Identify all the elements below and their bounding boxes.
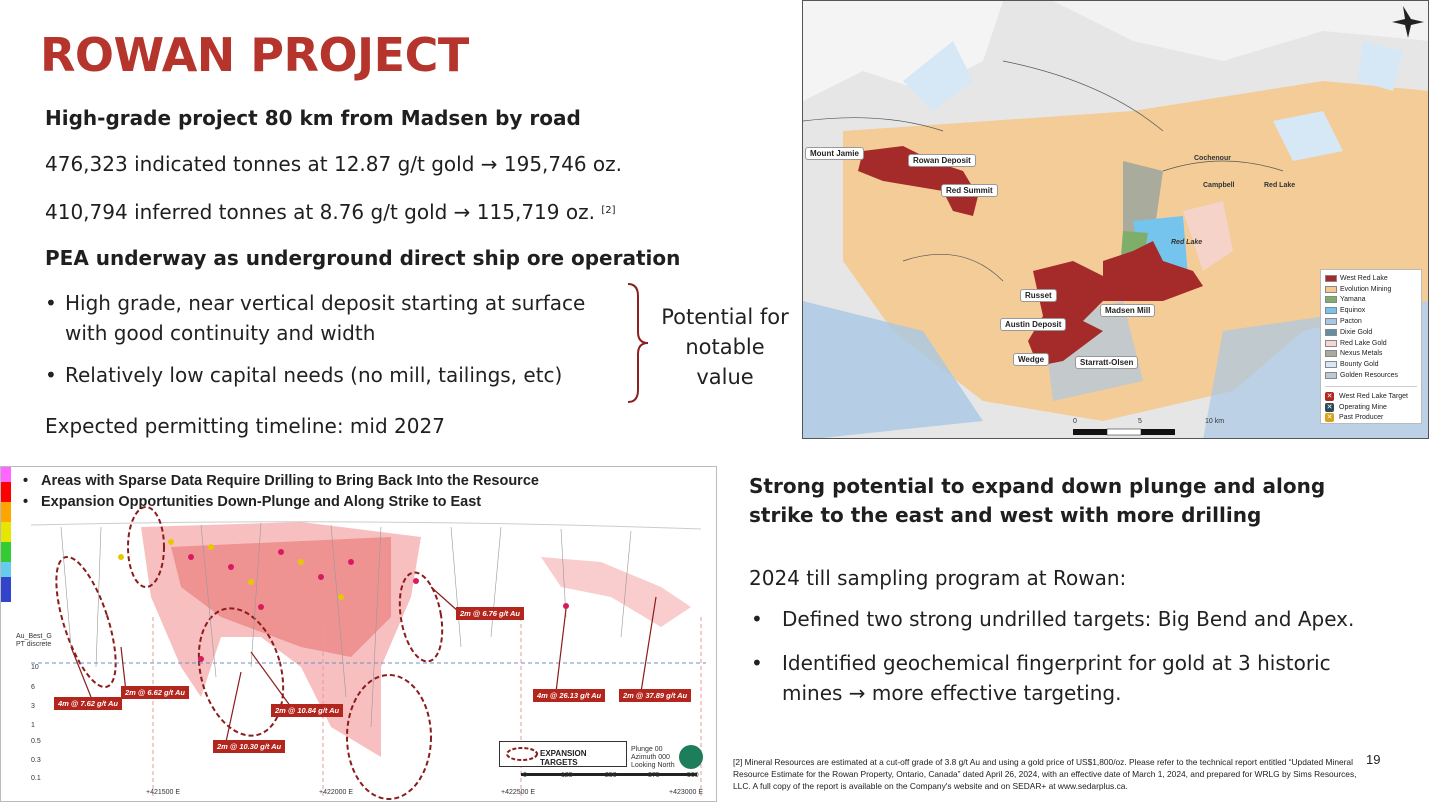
bullet-low-capital: • Relatively low capital needs (no mill, tailings, etc) <box>45 360 625 390</box>
legend-swatch <box>1325 350 1337 357</box>
page-title: ROWAN PROJECT <box>40 28 469 82</box>
easting-label: +423000 E <box>669 789 704 796</box>
colorbar-tick: 0.1 <box>31 775 41 782</box>
legend-item: Pacton <box>1325 316 1417 327</box>
intercept-label: 2m @ 6.76 g/t Au <box>456 607 524 620</box>
page-number: 19 <box>1366 752 1381 767</box>
legend-swatch <box>1325 361 1337 368</box>
colorbar-title: Au_Best_G PT discrete <box>16 633 52 648</box>
legend-item: ✕ Past Producer <box>1326 414 1384 422</box>
potential-value-text: Potential for notable value <box>661 305 789 389</box>
legend-swatch <box>1325 340 1337 347</box>
legend-swatch <box>1325 307 1337 314</box>
section-scale-tick: 250 <box>605 772 617 779</box>
colorbar-tick: 3 <box>31 703 35 710</box>
legend-item: West Red Lake <box>1325 273 1417 284</box>
bullet-fingerprint: • Identified geochemical fingerprint for gold at 3 historic mines → more effective targeting. <box>749 648 1389 708</box>
easting-label: +421500 E <box>146 789 181 796</box>
map-label-red-summit: Red Summit <box>941 184 998 197</box>
legend-item: Nexus Metals <box>1325 349 1417 360</box>
expansion-symbol <box>504 743 544 765</box>
scale-five: 5 <box>1138 418 1142 425</box>
property-map <box>802 0 1429 439</box>
intercept-label: 2m @ 37.89 g/t Au <box>619 689 691 702</box>
legend-swatch <box>1325 296 1337 303</box>
legend-item: ✕ West Red Lake Target <box>1326 392 1409 400</box>
target-icon: ✕ <box>1326 392 1333 400</box>
expansion-targets-label: EXPANSION TARGETS <box>540 749 587 767</box>
legend-item: Equinox <box>1325 305 1417 316</box>
indicated-resource: 476,323 indicated tonnes at 12.87 g/t gold → 195,746 oz. <box>45 152 623 176</box>
operating-mine-icon: ✕ <box>1326 403 1333 411</box>
map-label-campbell: Campbell <box>1203 182 1235 189</box>
inferred-resource-text: 410,794 inferred tonnes at 8.76 g/t gold → 115,719 oz. <box>45 200 595 224</box>
section-scale-tick: 375 <box>648 772 660 779</box>
legend-item: ✕ Operating Mine <box>1326 403 1387 411</box>
map-label-red-lake-mine: Red Lake <box>1264 182 1296 189</box>
legend-swatch <box>1325 329 1337 336</box>
expansion-targets-legend <box>499 741 627 767</box>
pea-bullets <box>45 288 625 402</box>
bullet-high-grade: • High grade, near vertical deposit starting at surface with good continuity and width <box>45 288 625 348</box>
easting-label: +422000 E <box>319 789 354 796</box>
bullet-targets: • Defined two strong undrilled targets: Big Bend and Apex. <box>749 604 1389 634</box>
colorbar-tick: 1 <box>31 722 35 729</box>
curly-brace <box>622 282 652 404</box>
legend-swatch <box>1325 275 1337 282</box>
inferred-resource <box>45 200 615 224</box>
permitting-timeline: Expected permitting timeline: mid 2027 <box>45 414 445 438</box>
till-sampling-bullets <box>749 604 1389 722</box>
footnote: [2] Mineral Resources are estimated at a cut-off grade of 3.8 g/t Au and using a gold price of US$1,800/oz. Please refer to the technical report entitled “Updated Mineral Resource Estimate for the Rowan Property, Ontario, Canada” dated April 26, 2024, with an effective date of March 1, 2024, and prepared for WRLG by Sims Resources, LLC. A full copy of the report is available on the Company's website and on SEDAR+ at www.sedarplus.ca. <box>733 757 1357 791</box>
colorbar-tick: 0.3 <box>31 757 41 764</box>
scale-ten: 10 km <box>1205 418 1225 425</box>
till-sampling-heading: 2024 till sampling program at Rowan: <box>749 566 1127 590</box>
legend-swatch <box>1325 318 1337 325</box>
intercept-label: 4m @ 7.62 g/t Au <box>54 697 122 710</box>
map-label-red-lake-town: Red Lake <box>1171 239 1203 246</box>
legend-item: Yamana <box>1325 295 1417 306</box>
section-bullet-expansion: • Expansion Opportunities Down-Plunge and Along Strike to East <box>41 494 481 510</box>
pea-headline: PEA underway as underground direct ship ore operation <box>45 246 681 270</box>
easting-label: +422500 E <box>501 789 536 796</box>
map-legend <box>1320 269 1422 424</box>
map-label-cochenour: Cochenour <box>1194 155 1231 162</box>
legend-item: Evolution Mining <box>1325 284 1417 295</box>
legend-item: Bounty Gold <box>1325 359 1417 370</box>
legend-item: Dixie Gold <box>1325 327 1417 338</box>
intercept-label: 4m @ 26.13 g/t Au <box>533 689 605 702</box>
map-label-austin-deposit: Austin Deposit <box>1000 318 1066 331</box>
map-label-rowan-deposit: Rowan Deposit <box>908 154 976 167</box>
intercept-label: 2m @ 6.62 g/t Au <box>121 686 189 699</box>
section-bullet-sparse: • Areas with Sparse Data Require Drilling to Bring Back Into the Resource <box>41 473 539 489</box>
headline-distance: High-grade project 80 km from Madsen by road <box>45 106 581 130</box>
legend-item: Red Lake Gold <box>1325 338 1417 349</box>
intercept-label: 2m @ 10.30 g/t Au <box>213 740 285 753</box>
scale-zero: 0 <box>1073 418 1077 425</box>
plunge-info: Plunge 00 Azimuth 000 Looking North <box>631 746 675 769</box>
map-label-wedge: Wedge <box>1013 353 1049 366</box>
map-label-madsen-mill: Madsen Mill <box>1100 304 1155 317</box>
expansion-headline: Strong potential to expand down plunge and along strike to the east and west with more drilling <box>749 474 1326 527</box>
long-section <box>0 466 717 802</box>
map-label-starratt-olsen: Starratt-Olsen <box>1075 356 1138 369</box>
colorbar-tick: 6 <box>31 684 35 691</box>
section-scale-tick: 0 <box>523 772 527 779</box>
section-scale-tick: 500 <box>687 772 699 779</box>
colorbar-tick: 0.5 <box>31 738 41 745</box>
map-label-russet: Russet <box>1020 289 1057 302</box>
legend-swatch <box>1325 372 1337 379</box>
past-producer-icon: ✕ <box>1326 414 1333 422</box>
intercept-label: 2m @ 10.84 g/t Au <box>271 704 343 717</box>
legend-swatch <box>1325 286 1337 293</box>
grade-colorbar <box>1 467 11 602</box>
section-scale-tick: 125 <box>561 772 573 779</box>
footnote-ref: [2] <box>601 205 616 216</box>
legend-item: Golden Resources <box>1325 370 1417 381</box>
colorbar-tick: 10 <box>31 664 39 671</box>
map-label-mount-jamie: Mount Jamie <box>805 147 864 160</box>
